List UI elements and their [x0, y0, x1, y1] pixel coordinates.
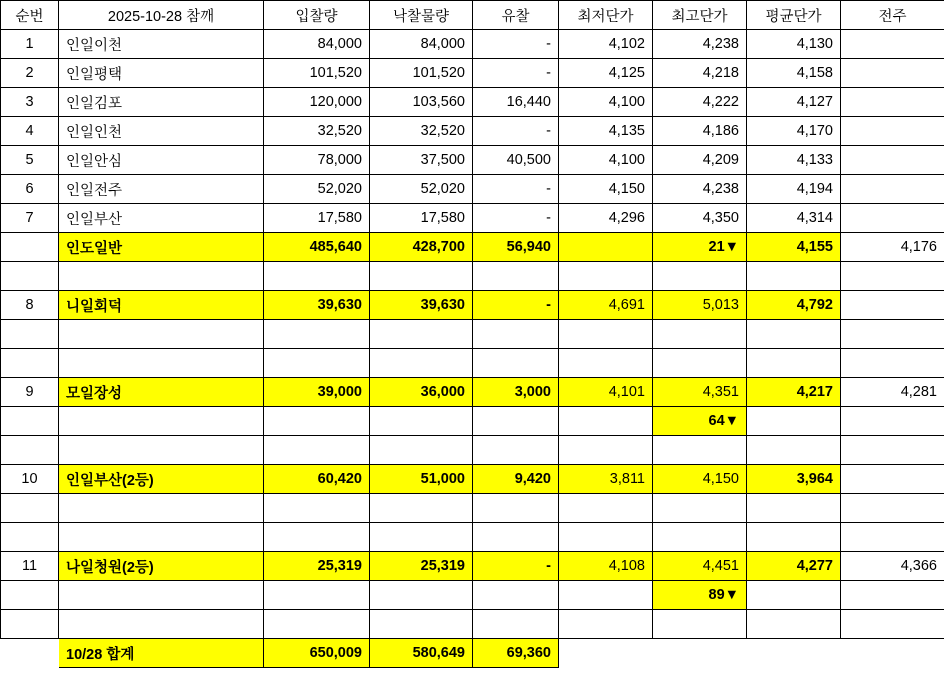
- cell-r4-c2: 78,000: [264, 146, 370, 175]
- cell-r13-c6: 64▼: [653, 407, 747, 436]
- table-row: [1, 610, 944, 639]
- cell-r7-c1: 인도일반: [59, 233, 264, 262]
- cell-r4-c5: 4,100: [559, 146, 653, 175]
- column-header-2: 입찰량: [264, 1, 370, 30]
- table-row: [1, 88, 944, 117]
- cell-r20-c7: [747, 610, 841, 639]
- cell-r17-c3: [370, 523, 473, 552]
- cell-r8-c1: [59, 262, 264, 291]
- cell-r12-c4: 3,000: [473, 378, 559, 407]
- cell-r11-c0: [1, 349, 59, 378]
- cell-r15-c4: 9,420: [473, 465, 559, 494]
- table-row: [1, 291, 944, 320]
- cell-r7-c5: [559, 233, 653, 262]
- table-row: [1, 465, 944, 494]
- table-row: [1, 233, 944, 262]
- cell-r2-c2: 120,000: [264, 88, 370, 117]
- cell-r9-c1: 니일회덕: [59, 291, 264, 320]
- cell-r7-c6: 21▼: [653, 233, 747, 262]
- cell-r3-c5: 4,135: [559, 117, 653, 146]
- cell-r1-c1: 인일평택: [59, 59, 264, 88]
- cell-r4-c4: 40,500: [473, 146, 559, 175]
- table-row: [1, 117, 944, 146]
- cell-r11-c7: [747, 349, 841, 378]
- cell-r1-c5: 4,125: [559, 59, 653, 88]
- cell-r5-c1: 인일전주: [59, 175, 264, 204]
- column-header-6: 최고단가: [653, 1, 747, 30]
- table-row: [1, 349, 944, 378]
- cell-r14-c2: [264, 436, 370, 465]
- cell-r3-c6: 4,186: [653, 117, 747, 146]
- cell-r12-c0: 9: [1, 378, 59, 407]
- table-row: [1, 639, 944, 668]
- cell-r20-c8: [841, 610, 944, 639]
- cell-r19-c3: [370, 581, 473, 610]
- cell-r2-c7: 4,127: [747, 88, 841, 117]
- cell-r12-c3: 36,000: [370, 378, 473, 407]
- cell-r14-c3: [370, 436, 473, 465]
- cell-r15-c6: 4,150: [653, 465, 747, 494]
- cell-r0-c3: 84,000: [370, 30, 473, 59]
- cell-r12-c6: 4,351: [653, 378, 747, 407]
- cell-r7-c3: 428,700: [370, 233, 473, 262]
- cell-r3-c8: [841, 117, 944, 146]
- cell-r3-c2: 32,520: [264, 117, 370, 146]
- cell-r13-c2: [264, 407, 370, 436]
- table-row: [1, 146, 944, 175]
- cell-r16-c4: [473, 494, 559, 523]
- cell-r3-c4: -: [473, 117, 559, 146]
- cell-r19-c7: [747, 581, 841, 610]
- cell-r13-c4: [473, 407, 559, 436]
- cell-r10-c7: [747, 320, 841, 349]
- cell-r17-c1: [59, 523, 264, 552]
- cell-r12-c2: 39,000: [264, 378, 370, 407]
- table-row: [1, 378, 944, 407]
- cell-r10-c0: [1, 320, 59, 349]
- cell-r7-c2: 485,640: [264, 233, 370, 262]
- cell-r18-c6: 4,451: [653, 552, 747, 581]
- cell-r1-c7: 4,158: [747, 59, 841, 88]
- cell-r3-c7: 4,170: [747, 117, 841, 146]
- table-row: [1, 494, 944, 523]
- cell-r9-c2: 39,630: [264, 291, 370, 320]
- cell-r0-c8: [841, 30, 944, 59]
- cell-r19-c5: [559, 581, 653, 610]
- cell-r12-c8: 4,281: [841, 378, 944, 407]
- cell-r2-c0: 3: [1, 88, 59, 117]
- cell-r18-c7: 4,277: [747, 552, 841, 581]
- cell-r7-c7: 4,155: [747, 233, 841, 262]
- cell-r17-c5: [559, 523, 653, 552]
- cell-r10-c3: [370, 320, 473, 349]
- cell-r16-c7: [747, 494, 841, 523]
- cell-r4-c6: 4,209: [653, 146, 747, 175]
- cell-r19-c4: [473, 581, 559, 610]
- cell-r9-c0: 8: [1, 291, 59, 320]
- cell-r14-c7: [747, 436, 841, 465]
- cell-r13-c5: [559, 407, 653, 436]
- cell-r13-c0: [1, 407, 59, 436]
- cell-r18-c0: 11: [1, 552, 59, 581]
- cell-r10-c5: [559, 320, 653, 349]
- cell-r6-c6: 4,350: [653, 204, 747, 233]
- cell-r21-c1: 10/28 합계: [59, 639, 264, 668]
- cell-r20-c2: [264, 610, 370, 639]
- cell-r6-c8: [841, 204, 944, 233]
- cell-r21-c6: [653, 639, 747, 668]
- cell-r6-c0: 7: [1, 204, 59, 233]
- cell-r17-c7: [747, 523, 841, 552]
- cell-r18-c2: 25,319: [264, 552, 370, 581]
- cell-r16-c5: [559, 494, 653, 523]
- cell-r2-c4: 16,440: [473, 88, 559, 117]
- cell-r16-c8: [841, 494, 944, 523]
- cell-r5-c0: 6: [1, 175, 59, 204]
- cell-r9-c5: 4,691: [559, 291, 653, 320]
- cell-r1-c8: [841, 59, 944, 88]
- cell-r5-c5: 4,150: [559, 175, 653, 204]
- cell-r11-c2: [264, 349, 370, 378]
- cell-r11-c1: [59, 349, 264, 378]
- cell-r6-c2: 17,580: [264, 204, 370, 233]
- cell-r10-c4: [473, 320, 559, 349]
- cell-r19-c2: [264, 581, 370, 610]
- cell-r2-c8: [841, 88, 944, 117]
- cell-r8-c5: [559, 262, 653, 291]
- cell-r20-c6: [653, 610, 747, 639]
- column-header-7: 평균단가: [747, 1, 841, 30]
- table-row: [1, 204, 944, 233]
- column-header-5: 최저단가: [559, 1, 653, 30]
- table-row: [1, 407, 944, 436]
- cell-r5-c4: -: [473, 175, 559, 204]
- cell-r0-c0: 1: [1, 30, 59, 59]
- cell-r14-c8: [841, 436, 944, 465]
- cell-r5-c2: 52,020: [264, 175, 370, 204]
- cell-r14-c6: [653, 436, 747, 465]
- cell-r21-c7: [747, 639, 841, 668]
- cell-r5-c6: 4,238: [653, 175, 747, 204]
- column-header-3: 낙찰물량: [370, 1, 473, 30]
- cell-r17-c0: [1, 523, 59, 552]
- cell-r15-c0: 10: [1, 465, 59, 494]
- cell-r8-c7: [747, 262, 841, 291]
- cell-r9-c3: 39,630: [370, 291, 473, 320]
- cell-r15-c1: 인일부산(2등): [59, 465, 264, 494]
- cell-r5-c8: [841, 175, 944, 204]
- cell-r1-c0: 2: [1, 59, 59, 88]
- cell-r3-c3: 32,520: [370, 117, 473, 146]
- cell-r0-c5: 4,102: [559, 30, 653, 59]
- cell-r8-c0: [1, 262, 59, 291]
- cell-r20-c3: [370, 610, 473, 639]
- cell-r4-c7: 4,133: [747, 146, 841, 175]
- cell-r4-c1: 인일안심: [59, 146, 264, 175]
- cell-r14-c4: [473, 436, 559, 465]
- cell-r19-c6: 89▼: [653, 581, 747, 610]
- cell-r19-c0: [1, 581, 59, 610]
- cell-r1-c2: 101,520: [264, 59, 370, 88]
- table-row: [1, 581, 944, 610]
- cell-r15-c3: 51,000: [370, 465, 473, 494]
- cell-r21-c4: 69,360: [473, 639, 559, 668]
- cell-r18-c4: -: [473, 552, 559, 581]
- cell-r10-c1: [59, 320, 264, 349]
- cell-r5-c3: 52,020: [370, 175, 473, 204]
- cell-r16-c1: [59, 494, 264, 523]
- cell-r15-c8: [841, 465, 944, 494]
- cell-r8-c2: [264, 262, 370, 291]
- cell-r17-c4: [473, 523, 559, 552]
- column-header-0: 순번: [1, 1, 59, 30]
- cell-r9-c7: 4,792: [747, 291, 841, 320]
- cell-r3-c1: 인일인천: [59, 117, 264, 146]
- cell-r1-c6: 4,218: [653, 59, 747, 88]
- cell-r14-c5: [559, 436, 653, 465]
- cell-r21-c3: 580,649: [370, 639, 473, 668]
- cell-r7-c0: [1, 233, 59, 262]
- cell-r10-c8: [841, 320, 944, 349]
- cell-r8-c4: [473, 262, 559, 291]
- cell-r15-c2: 60,420: [264, 465, 370, 494]
- cell-r14-c0: [1, 436, 59, 465]
- cell-r21-c8: [841, 639, 944, 668]
- cell-r2-c5: 4,100: [559, 88, 653, 117]
- cell-r9-c6: 5,013: [653, 291, 747, 320]
- cell-r6-c5: 4,296: [559, 204, 653, 233]
- cell-r0-c4: -: [473, 30, 559, 59]
- cell-r5-c7: 4,194: [747, 175, 841, 204]
- table-header-row: [1, 1, 944, 30]
- table-row: [1, 175, 944, 204]
- cell-r13-c3: [370, 407, 473, 436]
- cell-r6-c7: 4,314: [747, 204, 841, 233]
- cell-r20-c0: [1, 610, 59, 639]
- cell-r17-c2: [264, 523, 370, 552]
- cell-r0-c7: 4,130: [747, 30, 841, 59]
- cell-r18-c8: 4,366: [841, 552, 944, 581]
- cell-r21-c2: 650,009: [264, 639, 370, 668]
- cell-r1-c4: -: [473, 59, 559, 88]
- cell-r16-c0: [1, 494, 59, 523]
- cell-r11-c4: [473, 349, 559, 378]
- cell-r10-c2: [264, 320, 370, 349]
- cell-r15-c5: 3,811: [559, 465, 653, 494]
- cell-r18-c5: 4,108: [559, 552, 653, 581]
- table-row: [1, 59, 944, 88]
- cell-r14-c1: [59, 436, 264, 465]
- cell-r7-c8: 4,176: [841, 233, 944, 262]
- cell-r21-c0: [1, 639, 59, 668]
- cell-r16-c6: [653, 494, 747, 523]
- cell-r16-c2: [264, 494, 370, 523]
- cell-r19-c1: [59, 581, 264, 610]
- column-header-4: 유찰: [473, 1, 559, 30]
- cell-r2-c3: 103,560: [370, 88, 473, 117]
- cell-r21-c5: [559, 639, 653, 668]
- cell-r11-c5: [559, 349, 653, 378]
- cell-r6-c4: -: [473, 204, 559, 233]
- cell-r11-c8: [841, 349, 944, 378]
- cell-r17-c6: [653, 523, 747, 552]
- cell-r12-c1: 모일장성: [59, 378, 264, 407]
- cell-r20-c5: [559, 610, 653, 639]
- cell-r4-c8: [841, 146, 944, 175]
- cell-r2-c1: 인일김포: [59, 88, 264, 117]
- cell-r18-c3: 25,319: [370, 552, 473, 581]
- cell-r1-c3: 101,520: [370, 59, 473, 88]
- cell-r20-c4: [473, 610, 559, 639]
- cell-r16-c3: [370, 494, 473, 523]
- cell-r17-c8: [841, 523, 944, 552]
- column-header-1: 2025-10-28 참깨: [59, 1, 264, 30]
- cell-r18-c1: 나일청원(2등): [59, 552, 264, 581]
- cell-r13-c8: [841, 407, 944, 436]
- table-row: [1, 320, 944, 349]
- table-row: [1, 552, 944, 581]
- cell-r8-c6: [653, 262, 747, 291]
- cell-r13-c1: [59, 407, 264, 436]
- cell-r15-c7: 3,964: [747, 465, 841, 494]
- cell-r13-c7: [747, 407, 841, 436]
- cell-r11-c3: [370, 349, 473, 378]
- table-row: [1, 523, 944, 552]
- column-header-8: 전주: [841, 1, 944, 30]
- cell-r12-c7: 4,217: [747, 378, 841, 407]
- cell-r11-c6: [653, 349, 747, 378]
- cell-r19-c8: [841, 581, 944, 610]
- cell-r9-c4: -: [473, 291, 559, 320]
- table-row: [1, 436, 944, 465]
- table-row: [1, 262, 944, 291]
- cell-r6-c3: 17,580: [370, 204, 473, 233]
- cell-r6-c1: 인일부산: [59, 204, 264, 233]
- cell-r9-c8: [841, 291, 944, 320]
- cell-r20-c1: [59, 610, 264, 639]
- cell-r8-c8: [841, 262, 944, 291]
- cell-r12-c5: 4,101: [559, 378, 653, 407]
- cell-r7-c4: 56,940: [473, 233, 559, 262]
- cell-r0-c1: 인일이천: [59, 30, 264, 59]
- cell-r2-c6: 4,222: [653, 88, 747, 117]
- cell-r0-c2: 84,000: [264, 30, 370, 59]
- cell-r3-c0: 4: [1, 117, 59, 146]
- cell-r8-c3: [370, 262, 473, 291]
- cell-r4-c0: 5: [1, 146, 59, 175]
- cell-r4-c3: 37,500: [370, 146, 473, 175]
- cell-r0-c6: 4,238: [653, 30, 747, 59]
- table-row: [1, 30, 944, 59]
- cell-r10-c6: [653, 320, 747, 349]
